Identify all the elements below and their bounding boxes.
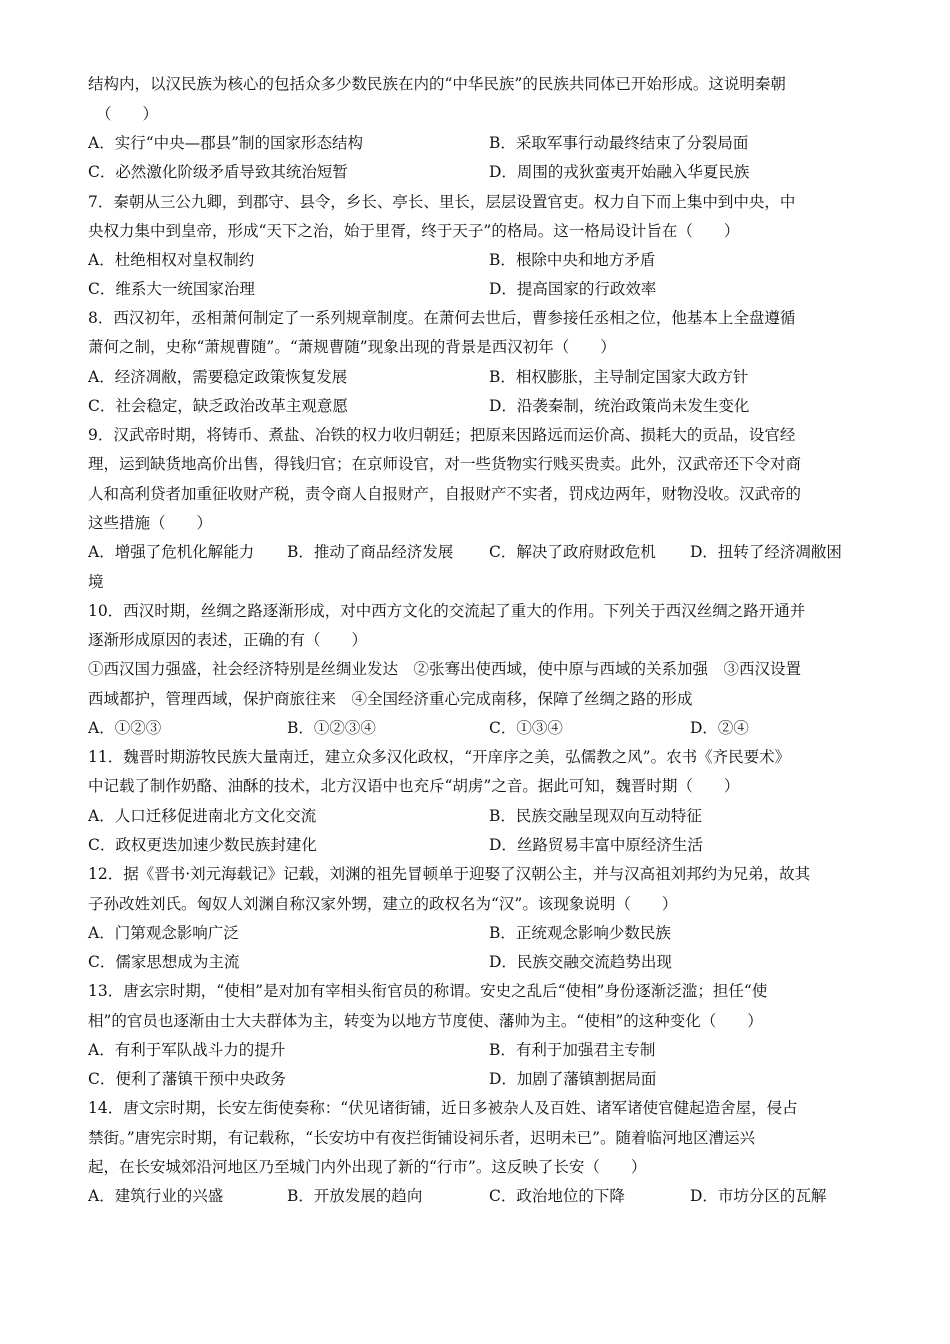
q12-option-b[interactable]: B．正统观念影响少数民族 (489, 924, 671, 942)
q11-option-d[interactable]: D．丝路贸易丰富中原经济生活 (489, 836, 703, 854)
q14-option-d[interactable]: D．市坊分区的瓦解 (690, 1187, 827, 1205)
q10-stem-line-4: 西域都护，管理西域，保护商旅往来 ④全国经济重心完成南移，保障了丝绸之路的形成 (88, 690, 693, 708)
q14-option-c[interactable]: C．政治地位的下降 (489, 1187, 625, 1205)
q13-option-a[interactable]: A．有利于军队战斗力的提升 (88, 1041, 286, 1059)
q14-option-a[interactable]: A．建筑行业的兴盛 (88, 1187, 224, 1205)
q9-option-b[interactable]: B．推动了商品经济发展 (287, 543, 454, 561)
q14-stem-line-2: 禁街。”唐宪宗时期，有记载称，“长安坊中有夜拦街铺设祠乐者，迟明未已”。随着临河地区漕运兴 (88, 1129, 756, 1147)
q7-option-a[interactable]: A．杜绝相权对皇权制约 (88, 251, 255, 269)
q6-stem-line-2: （ ） (96, 105, 159, 123)
q8-stem-line-1: 8．西汉初年，丞相萧何制定了一系列规章制度。在萧何去世后，曹参接任丞相之位，他基本上全盘遵循 (88, 309, 796, 327)
q12-stem-line-2: 子孙改姓刘氏。匈奴人刘渊自称汉家外甥，建立的政权名为“汉”。该现象说明（ ） (88, 895, 678, 913)
q9-option-a[interactable]: A．增强了危机化解能力 (88, 543, 255, 561)
q7-option-b[interactable]: B．根除中央和地方矛盾 (489, 251, 656, 269)
q6-option-b[interactable]: B．采取军事行动最终结束了分裂局面 (489, 134, 749, 152)
q7-option-c[interactable]: C．维系大一统国家治理 (88, 280, 255, 298)
q9-stem-line-2: 理，运到缺货地高价出售，得钱归官；在京师设官，对一些货物实行贱买贵卖。此外，汉武帝还下令对商 (88, 455, 802, 473)
q10-option-d[interactable]: D．②④ (690, 719, 749, 737)
q7-stem-line-2: 央权力集中到皇帝，形成“天下之治，始于里胥，终于天子”的格局。这一格局设计旨在（ ） (88, 222, 740, 240)
q9-stem-line-4: 这些措施（ ） (88, 514, 213, 532)
q9-option-d-wrap: 境 (88, 573, 104, 591)
q8-option-d[interactable]: D．沿袭秦制，统治政策尚未发生变化 (489, 397, 750, 415)
q9-stem-line-3: 人和高利贷者加重征收财产税，责令商人自报财产，自报财产不实者，罚戍边两年，财物没收。汉武帝的 (88, 485, 802, 503)
q8-option-c[interactable]: C．社会稳定，缺乏政治改革主观意愿 (88, 397, 348, 415)
q7-stem-line-1: 7．秦朝从三公九卿，到郡守、县令，乡长、亭长、里长，层层设置官吏。权力自下而上集中到中央，中 (88, 193, 796, 211)
q13-stem-line-2: 相”的官员也逐渐由士大夫群体为主，转变为以地方节度使、藩帅为主。“使相”的这种变化（ ） (88, 1012, 763, 1030)
q10-option-c[interactable]: C．①③④ (489, 719, 563, 737)
q9-option-c[interactable]: C．解决了政府财政危机 (489, 543, 656, 561)
q12-option-c[interactable]: C．儒家思想成为主流 (88, 953, 240, 971)
q7-option-d[interactable]: D．提高国家的行政效率 (489, 280, 657, 298)
q9-option-d[interactable]: D．扭转了经济凋敝困 (690, 543, 842, 561)
q6-option-a[interactable]: A．实行“中央—郡县”制的国家形态结构 (88, 134, 364, 152)
q6-option-d[interactable]: D．周围的戎狄蛮夷开始融入华夏民族 (489, 163, 750, 181)
q13-option-b[interactable]: B．有利于加强君主专制 (489, 1041, 656, 1059)
q13-option-c[interactable]: C．便利了藩镇干预中央政务 (88, 1070, 286, 1088)
q14-option-b[interactable]: B．开放发展的趋向 (287, 1187, 423, 1205)
q8-stem-line-2: 萧何之制，史称“萧规曹随”。“萧规曹随”现象出现的背景是西汉初年（ ） (88, 338, 616, 356)
q11-option-b[interactable]: B．民族交融呈现双向互动特征 (489, 807, 702, 825)
q6-option-c[interactable]: C．必然激化阶级矛盾导致其统治短暂 (88, 163, 348, 181)
q10-option-b[interactable]: B．①②③④ (287, 719, 376, 737)
q8-option-a[interactable]: A．经济凋敝，需要稳定政策恢复发展 (88, 368, 348, 386)
q11-stem-line-2: 中记载了制作奶酪、油酥的技术，北方汉语中也充斥“胡虏”之音。据此可知，魏晋时期（ ） (88, 777, 740, 795)
q13-option-d[interactable]: D．加剧了藩镇割据局面 (489, 1070, 657, 1088)
q10-option-a[interactable]: A．①②③ (88, 719, 162, 737)
q8-option-b[interactable]: B．相权膨胀，主导制定国家大政方针 (489, 368, 749, 386)
q9-stem-line-1: 9．汉武帝时期，将铸币、煮盐、冶铁的权力收归朝廷；把原来因路远而运价高、损耗大的贡品，设官经 (88, 426, 796, 444)
q12-option-a[interactable]: A．门第观念影响广泛 (88, 924, 239, 942)
q11-stem-line-1: 11．魏晋时期游牧民族大量南迁，建立众多汉化政权，“开庠序之美，弘儒教之风”。农书《齐民要术》 (88, 748, 791, 766)
q10-stem-line-1: 10．西汉时期，丝绸之路逐渐形成，对中西方文化的交流起了重大的作用。下列关于西汉丝绸之路开通并 (88, 602, 806, 620)
q13-stem-line-1: 13．唐玄宗时期，“使相”是对加有宰相头衔官员的称谓。安史之乱后“使相”身份逐渐泛滥；担任“使 (88, 982, 768, 1000)
q14-stem-line-3: 起，在长安城郊沿河地区乃至城门内外出现了新的“行市”。这反映了长安（ ） (88, 1158, 647, 1176)
q14-stem-line-1: 14．唐文宗时期，长安左街使奏称：“伏见诸街铺，近日多被杂人及百姓、诸军诸使官健起造舍屋，侵占 (88, 1099, 798, 1117)
q11-option-c[interactable]: C．政权更迭加速少数民族封建化 (88, 836, 317, 854)
q10-stem-line-3: ①西汉国力强盛，社会经济特别是丝绸业发达 ②张骞出使西域，使中原与西域的关系加强 ③西汉设置 (88, 660, 802, 678)
q12-stem-line-1: 12．据《晋书·刘元海载记》记载，刘渊的祖先冒顿单于迎娶了汉朝公主，并与汉高祖刘邦约为兄弟，故其 (88, 865, 811, 883)
q11-option-a[interactable]: A．人口迁移促进南北方文化交流 (88, 807, 317, 825)
q6-stem-line-1: 结构内，以汉民族为核心的包括众多少数民族在内的“中华民族”的民族共同体已开始形成。这说明秦朝 (88, 75, 786, 93)
q12-option-d[interactable]: D．民族交融交流趋势出现 (489, 953, 672, 971)
q10-stem-line-2: 逐渐形成原因的表述，正确的有（ ） (88, 631, 368, 649)
